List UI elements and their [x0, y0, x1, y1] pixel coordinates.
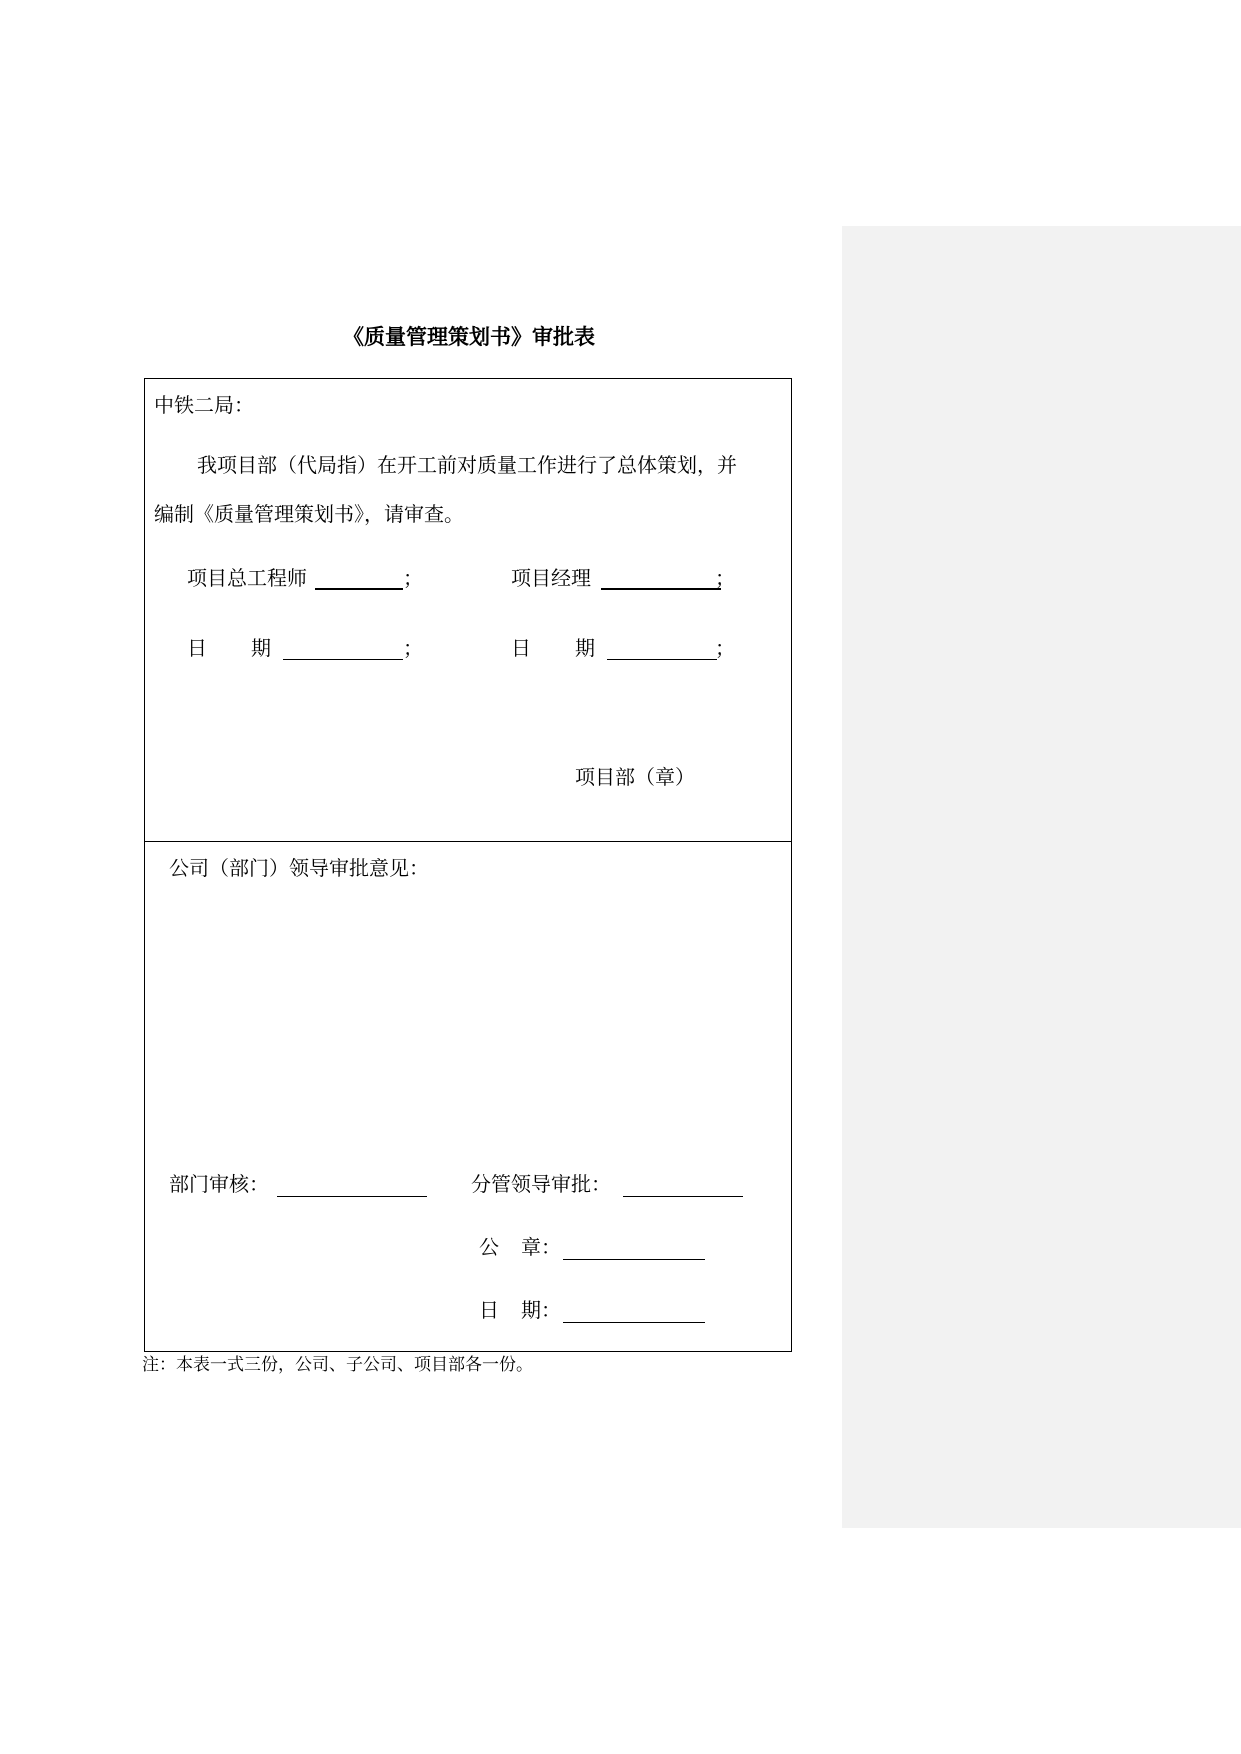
dept-review-label: 部门审核： — [169, 1172, 269, 1196]
date-label-char: 期 — [575, 636, 595, 660]
approval-date-field[interactable] — [563, 1322, 705, 1323]
official-seal-label-char: 公 — [479, 1235, 499, 1259]
request-body-line-1: 我项目部（代局指）在开工前对质量工作进行了总体策划，并 — [197, 453, 737, 477]
semicolon: ； — [403, 636, 423, 660]
chief-engineer-label: 项目总工程师 — [187, 566, 307, 590]
semicolon: ； — [715, 566, 735, 590]
footnote: 注：本表一式三份，公司、子公司、项目部各一份。 — [142, 1355, 533, 1375]
addressee: 中铁二局： — [154, 393, 254, 417]
leader-approval-signature-field[interactable] — [623, 1196, 743, 1197]
date-label-char: 期 — [251, 636, 271, 660]
official-seal-field[interactable] — [563, 1259, 705, 1260]
date-label-char: 日 — [187, 636, 207, 660]
official-seal-label-char: 章： — [521, 1235, 561, 1259]
project-manager-date-field[interactable] — [607, 659, 717, 660]
approval-form-table — [144, 378, 792, 1352]
chief-engineer-signature-field[interactable] — [315, 588, 403, 590]
section-divider — [145, 841, 791, 842]
chief-engineer-date-field[interactable] — [283, 659, 403, 660]
approval-opinion-label: 公司（部门）领导审批意见： — [169, 856, 429, 880]
project-dept-seal-label: 项目部（章） — [575, 765, 695, 789]
semicolon: ； — [403, 566, 423, 590]
project-manager-label: 项目经理 — [511, 566, 591, 590]
approval-date-label-char: 期： — [521, 1298, 561, 1322]
leader-approval-label: 分管领导审批： — [471, 1172, 611, 1196]
document-title: 《质量管理策划书》审批表 — [343, 324, 595, 349]
approval-date-label-char: 日 — [479, 1298, 499, 1322]
project-manager-signature-field[interactable] — [601, 588, 721, 590]
comment-margin-pane — [842, 226, 1241, 1528]
semicolon: ； — [715, 636, 735, 660]
date-label-char: 日 — [511, 636, 531, 660]
dept-review-signature-field[interactable] — [277, 1196, 427, 1197]
request-body-line-2: 编制《质量管理策划书》，请审查。 — [154, 502, 464, 526]
